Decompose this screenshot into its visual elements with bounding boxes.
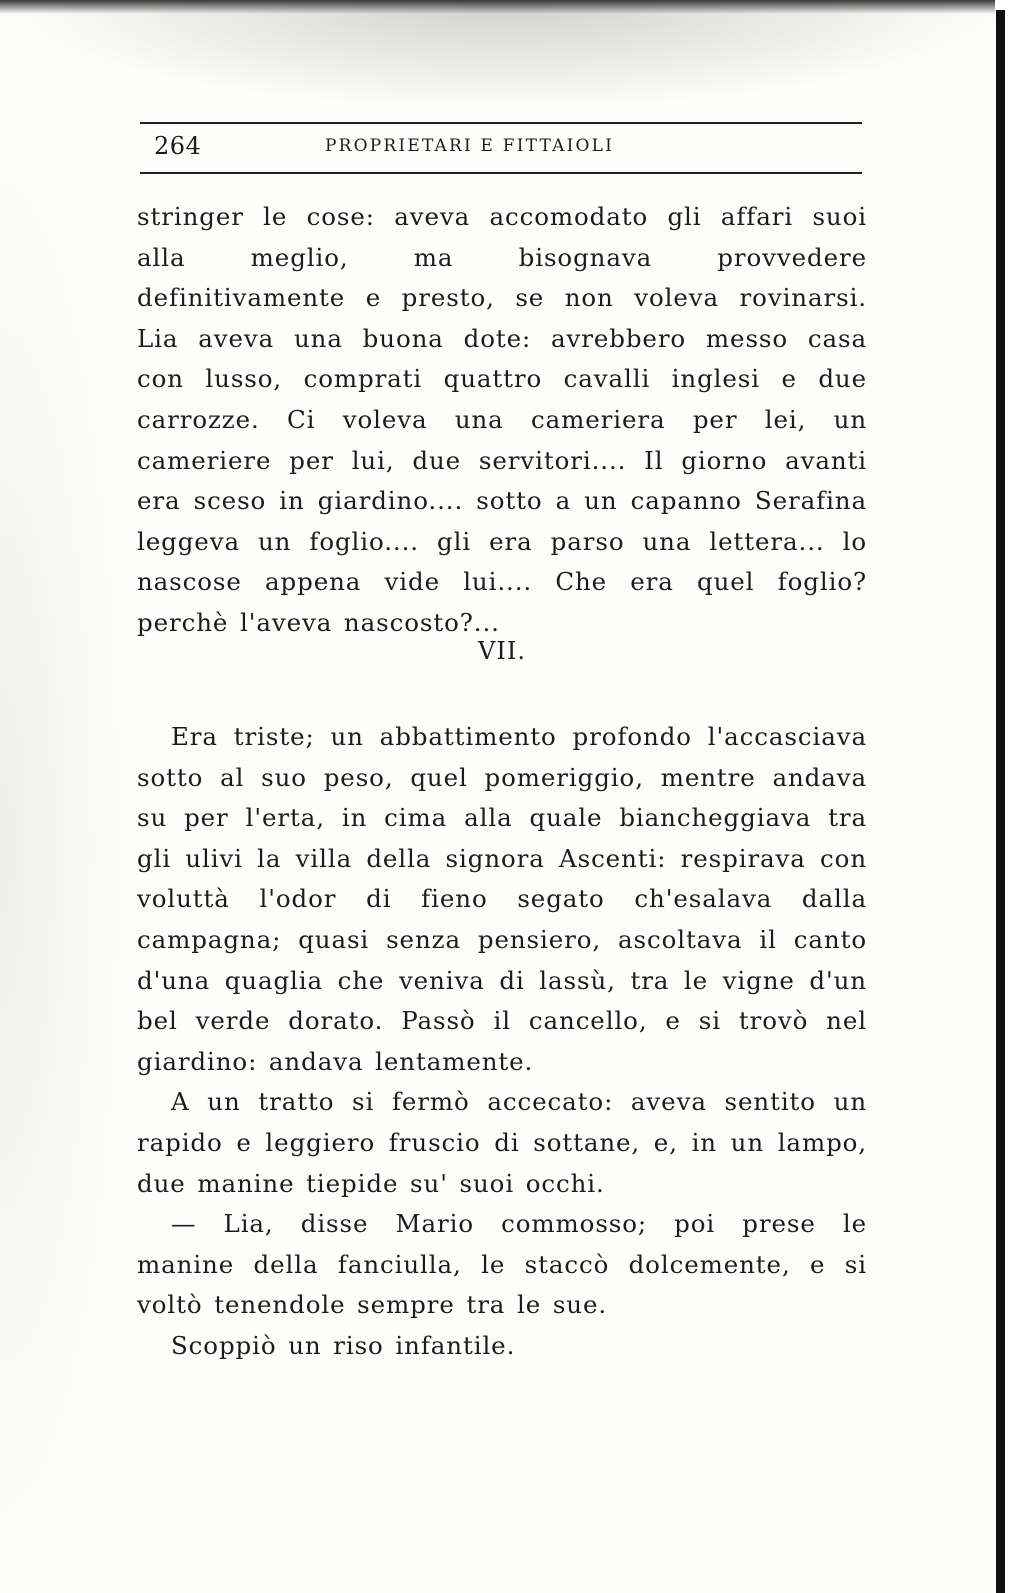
scan-edge-top [0, 0, 1010, 14]
paragraph: A un tratto si fermò accecato: aveva sentito un rapido e leggiero fruscio di sottane, e, in un lampo, due manine tiepide su' suoi occhi. [137, 1087, 867, 1198]
header-rule-top [140, 122, 862, 124]
text-block-section-vii [137, 717, 867, 1367]
paragraph: Scoppiò un riso infantile. [171, 1330, 516, 1360]
scan-edge-right [996, 10, 1005, 1593]
scan-shadow-left [0, 100, 130, 1593]
continued-paragraph: stringer le cose: aveva accomodato gli affari suoi alla meglio, ma bisognava provvedere definitivamente e presto, se non voleva rovinarsi. Lia aveva una buona dote: avrebbero messo casa con lusso, comprati quattro cavalli inglesi e due carrozze. Ci voleva una cameriera per lei, un cameriere per lui, due servitori.... Il giorno avanti era sceso in giardino.... sotto a un capanno Serafina leggeva un foglio.... gli era parso una lettera... lo nascose appena vide lui.... Che era quel foglio? perchè l'aveva nascosto?... [137, 202, 867, 637]
page-number: 264 [154, 132, 202, 160]
running-title: PROPRIETARI E FITTAIOLI [325, 136, 615, 156]
running-header [140, 130, 862, 166]
paragraph: — Lia, disse Mario commosso; poi prese le manine della fanciulla, le staccò dolcemente, e si voltò tenendole sempre tra le sue. [137, 1209, 867, 1320]
section-heading: VII. [478, 637, 526, 665]
scan-shadow-top [0, 0, 1010, 110]
paragraph: Era triste; un abbattimento profondo l'accasciava sotto al suo peso, quel pomeriggio, mentre andava su per l'erta, in cima alla quale biancheggiava tra gli ulivi la villa della signora Ascenti: respirava con voluttà l'odor di fieno segato ch'esalava dalla campagna; quasi senza pensiero, ascoltava il canto d'una quaglia che veniva di lassù, tra le vigne d'un bel verde dorato. Passò il cancello, e si trovò nel giardino: andava lentamente. [137, 722, 867, 1076]
text-block-continued [137, 197, 867, 644]
header-rule-bottom [140, 172, 862, 174]
